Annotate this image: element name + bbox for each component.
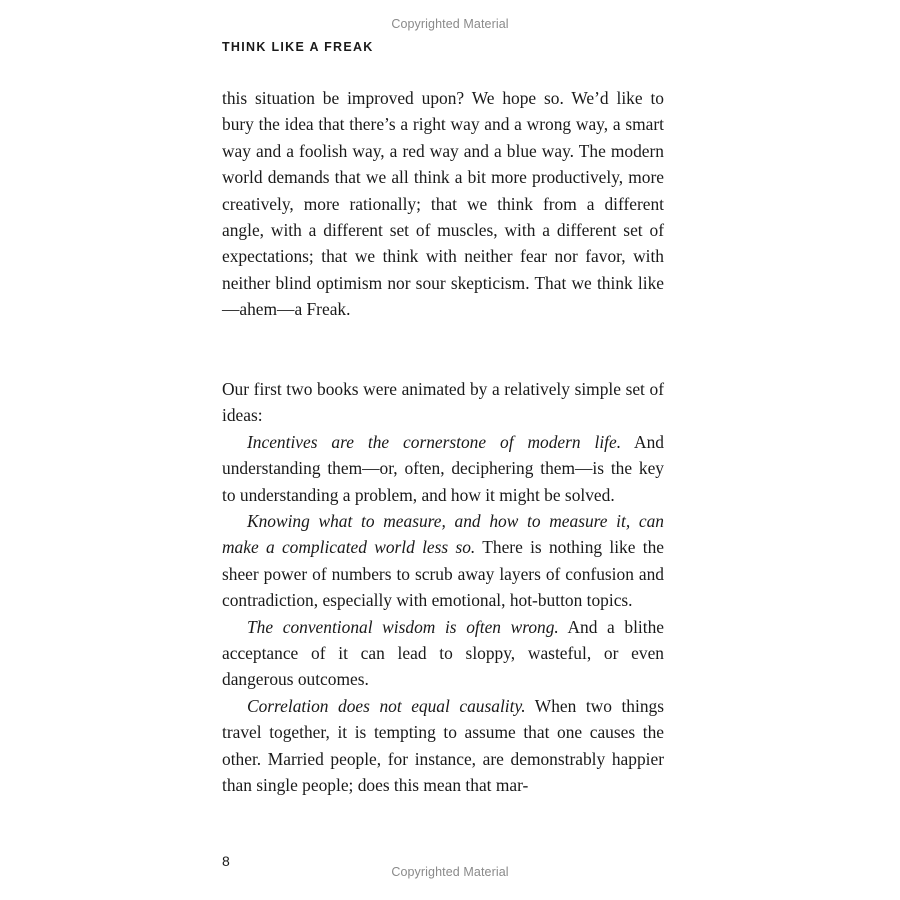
idea-lead: Correlation does not equal causality. bbox=[247, 695, 526, 716]
running-head: THINK LIKE A FREAK bbox=[222, 40, 374, 54]
idea-lead: The conventional wisdom is often wrong. bbox=[247, 616, 559, 637]
idea-body: When two things travel together, it is tempting to assume that one causes the other. Married people, for instance, are demonstrably happier than single people; does this mean that mar- bbox=[222, 695, 664, 796]
idea-paragraph-measure bbox=[222, 508, 664, 614]
idea-paragraph-incentives bbox=[222, 429, 664, 508]
page-number: 8 bbox=[222, 853, 230, 869]
idea-body: There is nothing like the sheer power of numbers to scrub away layers of confusion and contradiction, especially with emotional, hot-button topics. bbox=[222, 537, 664, 611]
text-section-2 bbox=[222, 376, 664, 799]
continued-paragraph: this situation be improved upon? We hope so. We’d like to bury the idea that there’s a right way and a wrong way, a smart way and a foolish way, a red way and a blue way. The modern world demands that we all think a bit more productively, more creatively, more rationally; that we think from a different angle, with a different set of muscles, with a different set of expectations; that we think with neither fear nor favor, with neither blind optimism nor sour skepticism. That we think like—ahem—a Freak. bbox=[222, 88, 664, 320]
idea-lead: Knowing what to measure, and how to measure it, can make a complicated world less so. bbox=[222, 511, 664, 558]
idea-paragraph-conventional-wisdom bbox=[222, 614, 664, 693]
idea-paragraph-correlation bbox=[222, 693, 664, 799]
copyright-watermark-bottom: Copyrighted Material bbox=[391, 865, 509, 879]
idea-body: And understanding them—or, often, deciphering them—is the key to understanding a problem, and how it might be solved. bbox=[222, 431, 664, 505]
intro-paragraph: Our first two books were animated by a relatively simple set of ideas: bbox=[222, 379, 664, 426]
idea-body: And a blithe acceptance of it can lead to sloppy, wasteful, or even dangerous outcomes. bbox=[222, 616, 665, 690]
copyright-watermark-top: Copyrighted Material bbox=[391, 17, 509, 31]
idea-lead: Incentives are the cornerstone of modern life. bbox=[247, 431, 622, 452]
text-section-1 bbox=[222, 85, 664, 323]
